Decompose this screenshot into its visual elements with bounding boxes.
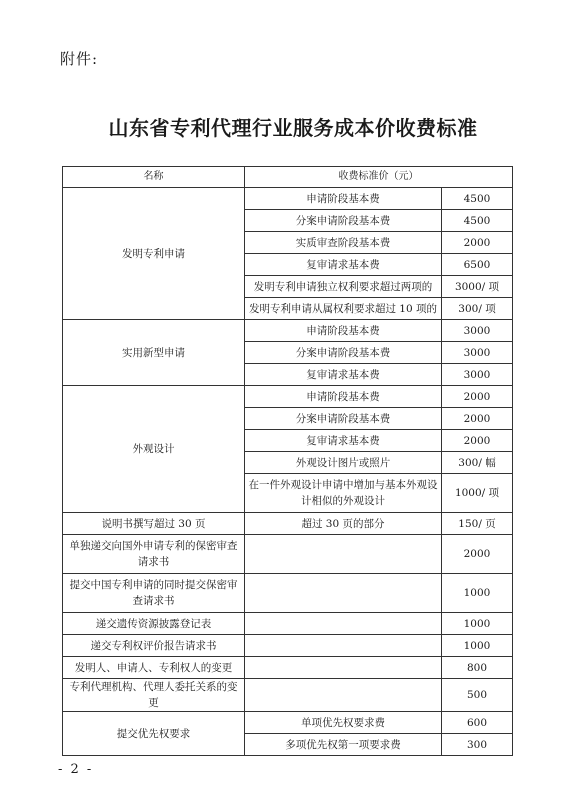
page-number: - 2 - (58, 762, 94, 777)
fee-price: 2000 (442, 386, 513, 408)
fee-table-body (63, 188, 513, 756)
fee-item (245, 535, 442, 574)
fee-category-name: 递交遗传资源披露登记表 (63, 613, 245, 635)
table-row (63, 386, 513, 408)
fee-category-name: 发明专利申请 (63, 188, 245, 320)
fee-price: 1000 (442, 613, 513, 635)
fee-item: 复审请求基本费 (245, 254, 442, 276)
fee-item: 在一件外观设计申请中增加与基本外观设计相似的外观设计 (245, 474, 442, 513)
fee-price: 3000 (442, 364, 513, 386)
fee-item: 发明专利申请独立权利要求超过两项的 (245, 276, 442, 298)
fee-item (245, 635, 442, 657)
fee-item: 复审请求基本费 (245, 364, 442, 386)
fee-category-name: 提交中国专利申请的同时提交保密审查请求书 (63, 574, 245, 613)
table-row (63, 188, 513, 210)
fee-price: 3000/ 项 (442, 276, 513, 298)
table-row (63, 679, 513, 712)
fee-price: 4500 (442, 210, 513, 232)
table-row (63, 613, 513, 635)
fee-item: 多项优先权第一项要求费 (245, 734, 442, 756)
table-header-row (63, 167, 513, 188)
fee-item: 申请阶段基本费 (245, 320, 442, 342)
fee-price: 600 (442, 712, 513, 734)
fee-price: 4500 (442, 188, 513, 210)
fee-item: 分案申请阶段基本费 (245, 342, 442, 364)
fee-category-name: 发明人、申请人、专利权人的变更 (63, 657, 245, 679)
fee-item (245, 574, 442, 613)
fee-item (245, 613, 442, 635)
fee-price: 3000 (442, 342, 513, 364)
fee-item: 实质审查阶段基本费 (245, 232, 442, 254)
document-title: 山东省专利代理行业服务成本价收费标准 (108, 116, 478, 140)
fee-item: 申请阶段基本费 (245, 188, 442, 210)
fee-price: 150/ 页 (442, 513, 513, 535)
fee-category-name: 说明书撰写超过 30 页 (63, 513, 245, 535)
fee-item: 单项优先权要求费 (245, 712, 442, 734)
fee-price: 300 (442, 734, 513, 756)
fee-price: 300/ 项 (442, 298, 513, 320)
fee-category-name: 专利代理机构、代理人委托关系的变更 (63, 679, 245, 712)
fee-price: 1000/ 项 (442, 474, 513, 513)
fee-price: 2000 (442, 430, 513, 452)
fee-price: 2000 (442, 535, 513, 574)
fee-item: 分案申请阶段基本费 (245, 210, 442, 232)
table-row (63, 712, 513, 734)
fee-category-name: 递交专利权评价报告请求书 (63, 635, 245, 657)
table-row (63, 574, 513, 613)
fee-price: 6500 (442, 254, 513, 276)
table-row (63, 513, 513, 535)
fee-category-name: 提交优先权要求 (63, 712, 245, 756)
column-header-fee: 收费标准价（元） (245, 167, 513, 188)
attachment-label: 附件: (60, 50, 99, 68)
fee-standard-table (62, 166, 513, 756)
fee-price: 500 (442, 679, 513, 712)
fee-category-name: 外观设计 (63, 386, 245, 513)
fee-price: 1000 (442, 574, 513, 613)
fee-item: 申请阶段基本费 (245, 386, 442, 408)
fee-price: 2000 (442, 408, 513, 430)
fee-price: 800 (442, 657, 513, 679)
fee-item: 复审请求基本费 (245, 430, 442, 452)
fee-price: 1000 (442, 635, 513, 657)
fee-category-name: 实用新型申请 (63, 320, 245, 386)
fee-price: 300/ 幅 (442, 452, 513, 474)
table-row (63, 535, 513, 574)
fee-item (245, 657, 442, 679)
fee-price: 3000 (442, 320, 513, 342)
fee-item: 超过 30 页的部分 (245, 513, 442, 535)
fee-item: 发明专利申请从属权利要求超过 10 项的 (245, 298, 442, 320)
fee-item (245, 679, 442, 712)
fee-item: 分案申请阶段基本费 (245, 408, 442, 430)
fee-price: 2000 (442, 232, 513, 254)
table-row (63, 635, 513, 657)
column-header-name: 名称 (63, 167, 245, 188)
table-row (63, 657, 513, 679)
fee-item: 外观设计图片或照片 (245, 452, 442, 474)
fee-category-name: 单独递交向国外申请专利的保密审查请求书 (63, 535, 245, 574)
table-row (63, 320, 513, 342)
